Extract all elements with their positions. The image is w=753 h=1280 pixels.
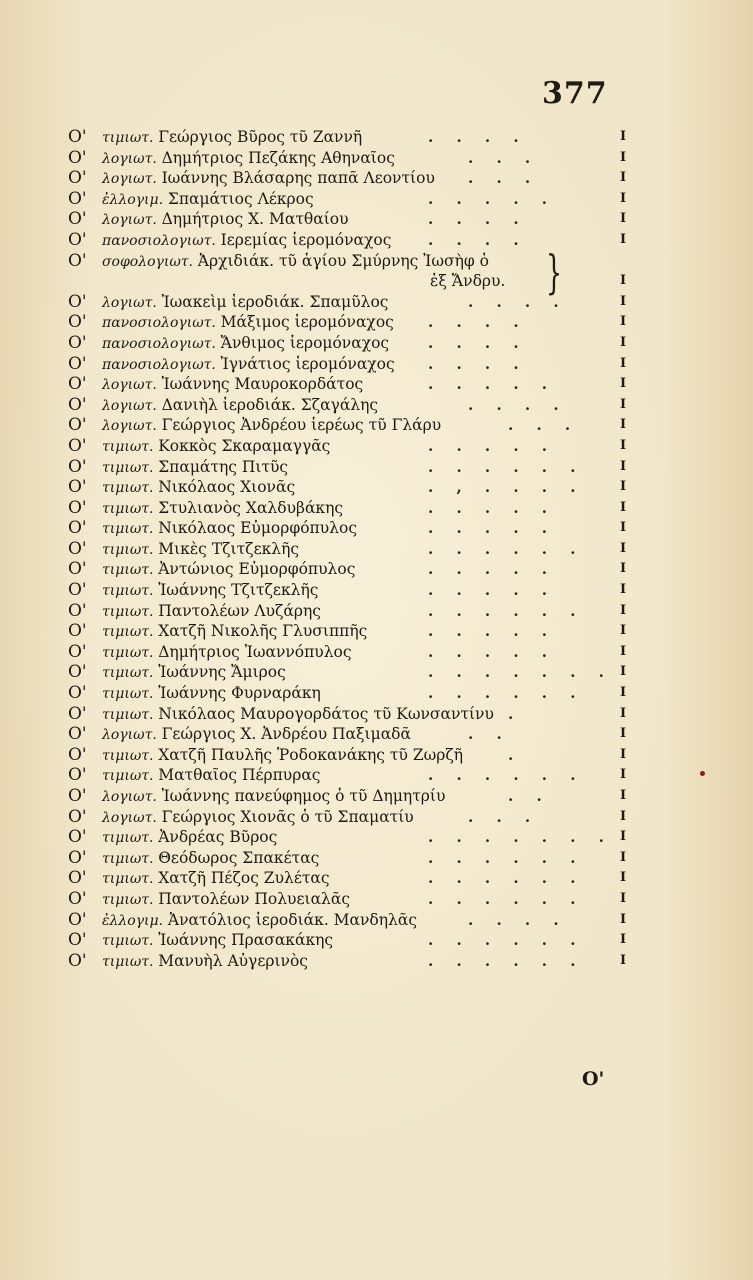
list-item: [68, 889, 628, 910]
copies-count: I: [619, 458, 627, 474]
entry-name-continuation: ἐξ Ἄνδρυ.: [430, 272, 506, 291]
list-item: [68, 457, 628, 478]
copies-count: I: [619, 767, 627, 783]
copies-count: I: [619, 808, 627, 824]
entry-article: Ο': [68, 394, 87, 415]
entry-name: Ἰγνάτιος ἱερομόναχος: [220, 354, 395, 373]
entry-name: Γεώργιος Βῦρος τῦ Ζαννῆ: [158, 128, 363, 146]
entry-name: Ἄνθιμος ἱερομόναχος: [220, 333, 390, 352]
entry-honorific: τιμιωτ.: [102, 706, 154, 723]
entry-name: Στυλιανὸς Χαλδυβάκης: [158, 498, 344, 517]
list-item: [68, 868, 628, 889]
copies-count: I: [619, 273, 627, 289]
list-item: [68, 333, 628, 354]
leader-dots: . . . .: [468, 292, 568, 311]
entry-article: Ο': [68, 415, 87, 436]
entry-name: Παντολέων Λυζάρης: [158, 601, 321, 620]
entry-article: Ο': [68, 868, 87, 889]
entry-name: Σπαμάτης Πιτῦς: [158, 457, 289, 476]
leader-dots: . . . . . .: [428, 457, 585, 476]
entry-honorific: λογιωτ.: [102, 150, 157, 167]
copies-count: I: [619, 664, 627, 680]
entry-article: Ο': [68, 188, 87, 209]
entry-name: Γεώργιος Χ. Ἀνδρέου Παξιμαδᾶ: [161, 725, 411, 744]
copies-count: I: [619, 890, 627, 906]
entry-name: Ἰωάννης Φυρναράκη: [158, 684, 321, 703]
list-item: [68, 415, 628, 436]
entry-article: Ο': [68, 827, 87, 848]
entry-honorific: ἐλλογιμ.: [102, 912, 164, 929]
list-item: [68, 498, 628, 519]
list-item: [68, 127, 628, 148]
entry-honorific: ἐλλογιμ.: [102, 191, 164, 208]
entry-article: Ο': [68, 559, 87, 580]
entry-honorific: πανοσιολογιωτ.: [102, 335, 216, 352]
entry-name: Σπαμάτιος Λέκρος: [167, 189, 314, 208]
entry-name: Ἰωάννης Ἄμιρος: [158, 663, 286, 682]
copies-count: I: [619, 149, 627, 165]
list-item: [68, 312, 628, 333]
copies-count: I: [619, 293, 627, 309]
entry-honorific: τιμιωτ.: [102, 871, 154, 888]
leader-dots: . . . .: [428, 128, 528, 146]
list-item: [68, 374, 628, 395]
copies-count: I: [619, 643, 627, 659]
leader-dots: . . . . .: [428, 436, 556, 455]
list-item: [68, 807, 628, 828]
copies-count: I: [619, 479, 627, 495]
leader-dots: . , . . . .: [428, 478, 585, 497]
entry-name: Δημήτριος Χ. Ματθαίου: [161, 210, 349, 229]
leader-dots: . . . .: [428, 313, 528, 332]
entry-article: Ο': [68, 641, 87, 662]
entry-name: Ιωάννης Βλάσαρης παπᾶ Λεοντίου: [161, 169, 435, 188]
entry-article: Ο': [68, 621, 87, 642]
entry-honorific: πανοσιολογιωτ.: [102, 356, 216, 373]
entry-article: Ο': [68, 662, 87, 683]
leader-dots: . . . . . . .: [428, 828, 613, 847]
list-item: [68, 354, 628, 375]
list-item: [68, 745, 628, 766]
list-item: [68, 642, 628, 663]
leader-dots: . . . .: [428, 354, 528, 373]
copies-count: I: [619, 129, 627, 144]
entry-name: Μικὲς Τζιτζεκλῆς: [158, 539, 300, 558]
leader-dots: . .: [468, 725, 511, 744]
entry-honorific: τιμιωτ.: [102, 953, 154, 970]
leader-dots: . . . . . .: [428, 539, 585, 558]
list-item: [68, 930, 628, 951]
entry-article: Ο': [68, 786, 87, 806]
copies-count: I: [619, 726, 627, 742]
leader-dots: . . . . . . .: [428, 663, 613, 682]
entry-article: Ο': [68, 600, 87, 621]
entry-honorific: τιμιωτ.: [102, 130, 154, 146]
list-item: [68, 395, 628, 416]
leader-dots: . . . .: [428, 230, 528, 249]
entry-honorific: τιμιωτ.: [102, 562, 154, 579]
entry-name: Δανιὴλ ἱεροδιάκ. Σζαγάλης: [161, 395, 379, 414]
copies-count: I: [619, 334, 627, 350]
entry-name: Μάξιμος ἱερομόναχος: [220, 313, 394, 332]
entry-article: Ο': [68, 456, 87, 477]
list-item: [68, 477, 628, 498]
leader-dots: . .: [508, 787, 551, 805]
copies-count: I: [619, 582, 627, 598]
copies-count: I: [619, 870, 627, 886]
entry-honorific: τιμιωτ.: [102, 644, 154, 661]
ink-spot: [700, 771, 705, 776]
entry-article: Ο': [68, 147, 87, 168]
copies-count: I: [619, 170, 627, 186]
entry-name: Χατζῆ Νικολῆς Γλυσιππῆς: [158, 622, 368, 641]
list-item: [68, 601, 628, 622]
entry-article: Ο': [68, 291, 87, 312]
entry-name: Χατζῆ Πέζος Ζυλέτας: [158, 869, 330, 888]
list-item: [68, 786, 628, 807]
copies-count: I: [619, 314, 627, 330]
leader-dots: . . . . .: [428, 519, 556, 538]
entry-honorific: τιμιωτ.: [102, 480, 154, 497]
copies-count: I: [619, 355, 627, 371]
entry-honorific: τιμιωτ.: [102, 891, 154, 908]
entry-name: Νικόλαος Μαυρογορδάτος τῦ Κωνσαντίνυ: [158, 704, 494, 723]
entry-article: Ο': [68, 806, 87, 827]
list-item: [68, 951, 628, 972]
list-item: [68, 724, 628, 745]
leader-dots: . . .: [468, 148, 540, 167]
entry-honorific: τιμιωτ.: [102, 500, 154, 517]
leader-dots: . . . . . .: [428, 766, 585, 785]
list-item: [68, 848, 628, 869]
entry-honorific: τιμιωτ.: [102, 541, 154, 558]
copies-count: I: [619, 685, 627, 701]
entry-article: Ο': [68, 312, 87, 333]
leader-dots: . . . . . .: [428, 848, 585, 867]
entry-article: Ο': [68, 888, 87, 909]
entry-name: Ἀντώνιος Εὐμορφόπυλος: [158, 560, 356, 579]
copies-count: I: [619, 932, 627, 948]
entry-article: Ο': [68, 950, 87, 971]
copies-count: I: [619, 705, 627, 721]
entry-article: Ο': [68, 909, 87, 930]
entry-honorific: τιμιωτ.: [102, 933, 154, 950]
entry-honorific: σοφολογιωτ.: [102, 253, 193, 270]
entry-article: Ο': [68, 229, 87, 250]
list-item: [68, 539, 628, 560]
leader-dots: . . . .: [428, 333, 528, 352]
list-item: [68, 436, 628, 457]
entry-name: Χατζῆ Παυλῆς Ῥοδοκανάκης τῦ Ζωρζῆ: [158, 745, 464, 764]
entry-article: Ο': [68, 703, 87, 724]
entry-name: Ἀνδρέας Βῦρος: [158, 828, 278, 847]
entry-honorific: πανοσιολογιωτ.: [102, 315, 216, 332]
list-item: [68, 827, 628, 848]
copies-count: I: [619, 602, 627, 618]
copies-count: I: [619, 952, 627, 968]
copies-count: I: [619, 520, 627, 536]
leader-dots: . . . .: [468, 910, 568, 929]
list-item: [68, 559, 628, 580]
copies-count: I: [619, 396, 627, 412]
entry-name: Ματθαῖος Πέρπυρας: [158, 766, 321, 785]
list-item: [68, 189, 628, 210]
entry-name: Παντολέων Πολυειαλᾶς: [158, 889, 351, 908]
copies-count: I: [619, 746, 627, 762]
entry-honorific: λογιωτ.: [102, 377, 157, 394]
leader-dots: . . . . .: [428, 560, 556, 579]
entry-honorific: λογιωτ.: [102, 171, 157, 188]
list-item: [68, 683, 628, 704]
list-item: [68, 518, 628, 539]
entry-honorific: τιμιωτ.: [102, 583, 154, 600]
leader-dots: . . . . .: [428, 581, 556, 600]
copies-count: I: [619, 849, 627, 865]
list-item: [68, 292, 628, 313]
brace-icon: }: [546, 244, 563, 299]
entry-honorific: λογιωτ.: [102, 294, 157, 311]
leader-dots: . . . . . .: [428, 889, 585, 908]
leader-dots: . . .: [468, 807, 540, 826]
entry-article: Ο': [68, 765, 87, 786]
entry-honorific: τιμιωτ.: [102, 686, 154, 703]
copies-count: I: [619, 190, 627, 206]
entry-name: Ἀνατόλιος ἱεροδιάκ. Μανδηλᾶς: [167, 910, 418, 929]
copies-count: I: [619, 376, 627, 392]
list-item: [68, 621, 628, 642]
entry-article: Ο': [68, 332, 87, 353]
copies-count: I: [619, 911, 627, 927]
entry-article: Ο': [68, 477, 87, 498]
entry-name: Ἰωακεὶμ ἱεροδιάκ. Σπαμῦλος: [161, 292, 389, 311]
leader-dots: . . . . . .: [428, 601, 585, 620]
entry-name: Δημήτριος Ἰωαννόπυλος: [158, 642, 352, 661]
leader-dots: . . . . .: [428, 498, 556, 517]
entry-name: Ιερεμίας ἱερομόναχος: [220, 230, 392, 249]
entry-article: Ο': [68, 127, 87, 147]
leader-dots: .: [508, 745, 523, 764]
entry-name: Ἰωάννης Μαυροκορδάτος: [161, 375, 364, 394]
entry-honorific: τιμιωτ.: [102, 624, 154, 641]
list-item: [68, 230, 628, 251]
entry-article: Ο': [68, 847, 87, 868]
catchword: Ο': [582, 1068, 605, 1090]
leader-dots: . . . . .: [428, 642, 556, 661]
copies-count: I: [619, 623, 627, 639]
entry-honorific: λογιωτ.: [102, 212, 157, 229]
entry-name: Ἀρχιδιάκ. τῦ ἁγίου Σμύρνης Ἰωσὴφ ὁ: [197, 251, 489, 270]
entry-article: Ο': [68, 435, 87, 456]
page-number: 377: [542, 76, 608, 111]
copies-count: I: [619, 561, 627, 577]
list-item: [68, 662, 628, 683]
leader-dots: . . .: [468, 169, 540, 188]
entry-name: Νικόλαος Εὐμορφόπυλος: [158, 519, 357, 538]
leader-dots: . . . . . .: [428, 869, 585, 888]
leader-dots: . . .: [508, 416, 580, 435]
entry-article: Ο': [68, 518, 87, 539]
entry-name: Ἰωάννης Πρασακάκης: [158, 931, 334, 950]
leader-dots: . . . . .: [428, 622, 556, 641]
entry-honorific: τιμιωτ.: [102, 850, 154, 867]
entry-article: Ο': [68, 683, 87, 704]
entry-article: Ο': [68, 250, 87, 271]
entry-name: Γεώργιος Ἀνδρέου ἱερέως τῦ Γλάρυ: [161, 416, 442, 435]
list-item: [68, 209, 628, 230]
copies-count: I: [619, 437, 627, 453]
entry-article: Ο': [68, 580, 87, 601]
copies-count: I: [619, 417, 627, 433]
entry-honorific: λογιωτ.: [102, 397, 157, 414]
entry-article: Ο': [68, 168, 87, 189]
copies-count: I: [619, 788, 627, 803]
entry-name: Νικόλαος Χιονᾶς: [158, 478, 296, 497]
leader-dots: . . . .: [428, 210, 528, 229]
entry-name: Γεώργιος Χιονᾶς ὁ τῦ Σπαματίυ: [161, 807, 414, 826]
leader-dots: . . . . .: [428, 189, 556, 208]
entry-name: Κοκκὸς Σκαραμαγγᾶς: [158, 436, 331, 455]
list-item: [68, 168, 628, 189]
leader-dots: . . . . . .: [428, 931, 585, 950]
leader-dots: . . . .: [468, 395, 568, 414]
entry-honorific: τιμιωτ.: [102, 438, 154, 455]
entry-name: Μανυὴλ Αὐγερινὸς: [158, 951, 308, 970]
copies-count: I: [619, 211, 627, 227]
entry-name: Ἰωάννης πανεύφημος ὁ τῦ Δημητρίυ: [161, 787, 446, 805]
entry-name: Θεόδωρος Σπακέτας: [158, 848, 320, 867]
entry-article: Ο': [68, 930, 87, 951]
entry-honorific: λογιωτ.: [102, 809, 157, 826]
entry-article: Ο': [68, 353, 87, 374]
entry-honorific: τιμιωτ.: [102, 603, 154, 620]
copies-count: I: [619, 829, 627, 845]
entry-honorific: λογιωτ.: [102, 727, 157, 744]
leader-dots: . . . . . .: [428, 684, 585, 703]
entry-article: Ο': [68, 724, 87, 745]
list-item: [68, 244, 628, 299]
entry-honorific: τιμιωτ.: [102, 768, 154, 785]
leader-dots: . . . . .: [428, 375, 556, 394]
list-item: [68, 704, 628, 725]
copies-count: I: [619, 231, 627, 247]
entry-article: Ο': [68, 744, 87, 765]
entry-honorific: τιμιωτ.: [102, 665, 154, 682]
leader-dots: . . . . . .: [428, 951, 585, 970]
list-item: [68, 765, 628, 786]
copies-count: I: [619, 540, 627, 556]
copies-count: I: [619, 499, 627, 515]
entry-article: Ο': [68, 538, 87, 559]
leader-dots: .: [508, 704, 523, 723]
list-item: [68, 148, 628, 169]
list-item: [68, 580, 628, 601]
entry-honorific: τιμιωτ.: [102, 521, 154, 538]
entry-honorific: τιμιωτ.: [102, 747, 154, 764]
entry-honorific: τιμιωτ.: [102, 459, 154, 476]
entry-name: Ἰωάννης Τζιτζεκλῆς: [158, 581, 319, 600]
subscriber-list: [68, 127, 628, 971]
entry-article: Ο': [68, 497, 87, 518]
entry-honorific: λογιωτ.: [102, 418, 157, 435]
entry-honorific: τιμιωτ.: [102, 830, 154, 847]
entry-article: Ο': [68, 374, 87, 395]
entry-article: Ο': [68, 209, 87, 230]
list-item: [68, 910, 628, 931]
entry-name: Δημήτριος Πεζάκης Αθηναῖος: [161, 148, 395, 167]
entry-honorific: πανοσιολογιωτ.: [102, 232, 216, 249]
entry-honorific: λογιωτ.: [102, 789, 157, 805]
